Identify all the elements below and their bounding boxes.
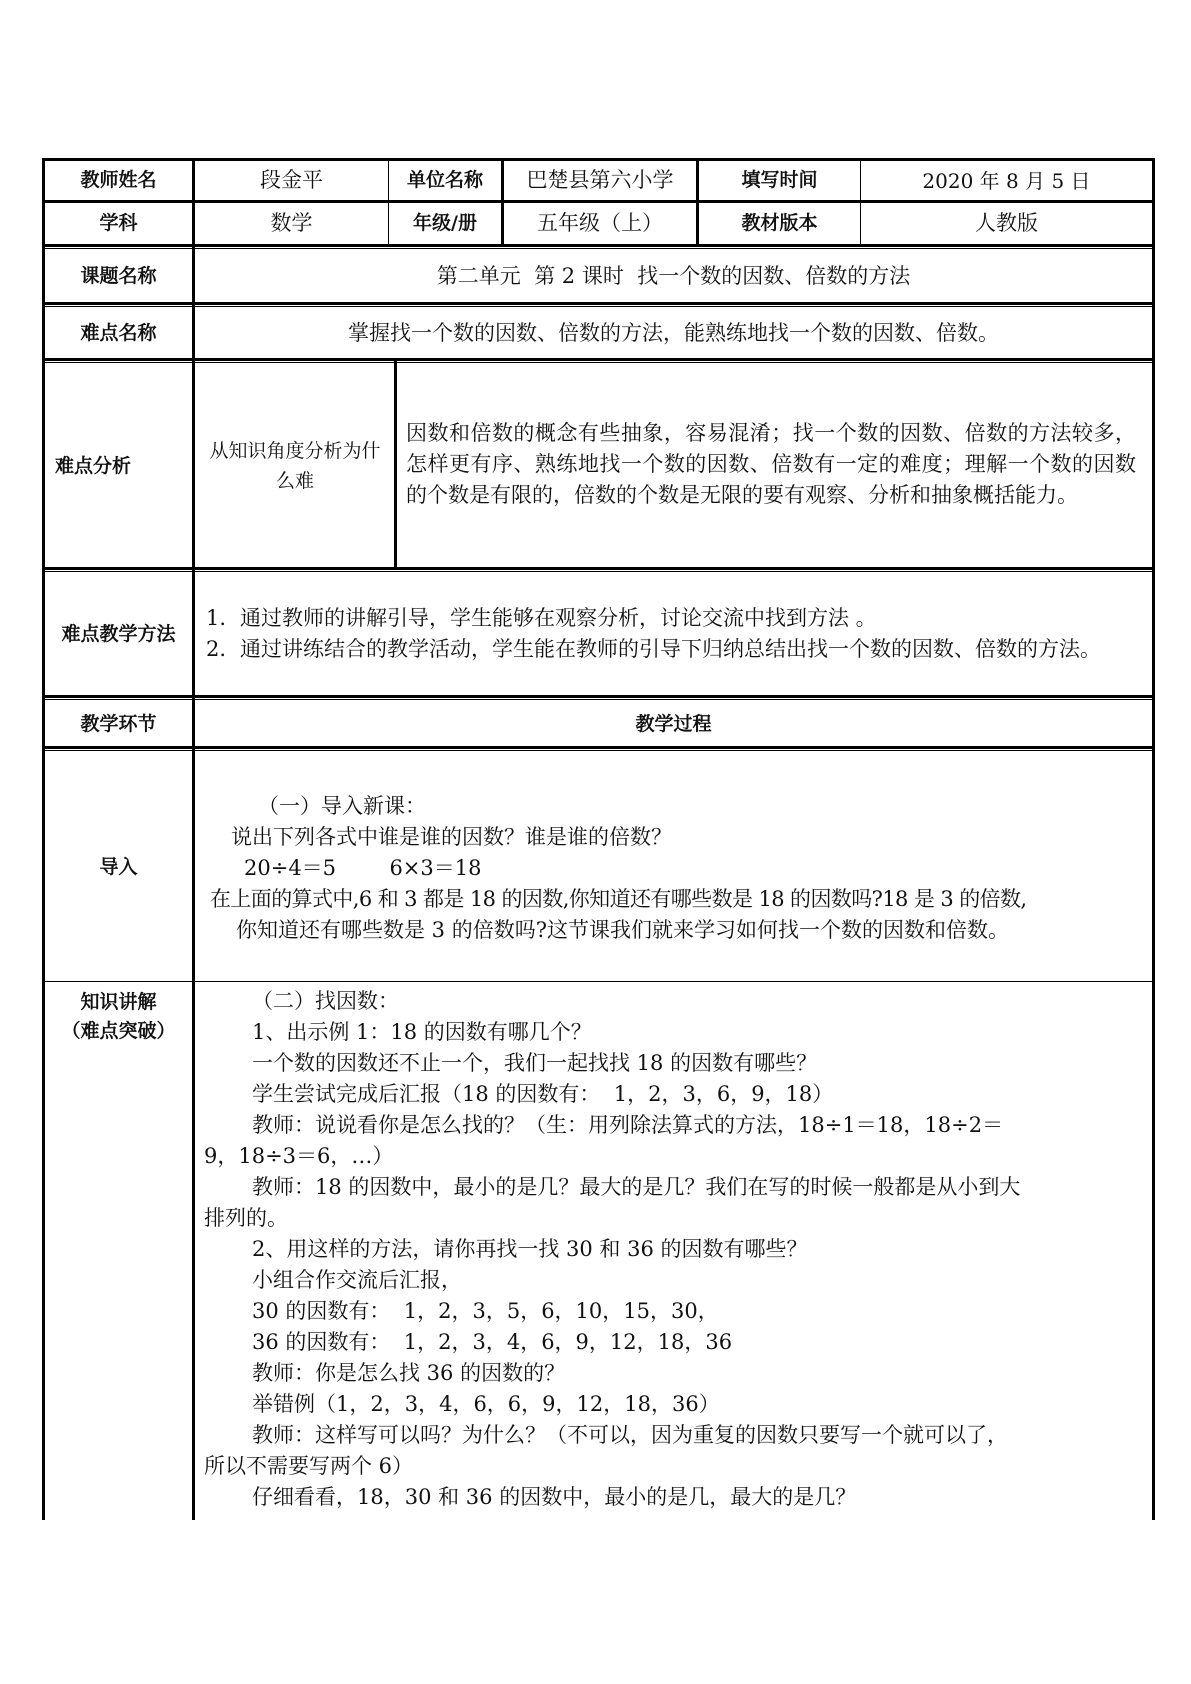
unit-label: 单位名称	[406, 169, 483, 192]
analysis-sub-divider	[394, 358, 397, 569]
row-divider-double	[42, 306, 1155, 307]
analysis-sub-label	[205, 365, 385, 567]
knowledge-line: 小组合作交流后汇报，	[252, 1268, 462, 1292]
edition-value: 人教版	[975, 210, 1038, 235]
subject-label: 学科	[99, 212, 138, 235]
knowledge-line: 仔细看看，18，30 和 36 的因数中，最小的是几，最大的是几？	[252, 1485, 857, 1509]
date-label: 填写时间	[741, 169, 818, 192]
knowledge-line: 教师：18 的因数中，最小的是几？最大的是几？我们在写的时候一般都是从小到大	[252, 1175, 1021, 1199]
grade-label: 年级/册	[413, 212, 477, 235]
grade-value: 五年级（上）	[537, 210, 663, 235]
row-divider	[42, 981, 1155, 982]
knowledge-line: 举错例（1，2，3，4，6，6，9，12，18，36）	[252, 1392, 720, 1416]
method-item-2-num: 2.	[206, 637, 227, 661]
intro-line: 你知道还有哪些数是 3 的倍数吗?这节课我们就来学习如何找一个数的因数和倍数。	[236, 918, 1009, 942]
row-divider	[42, 695, 1155, 698]
intro-line: 说出下列各式中谁是谁的因数？谁是谁的倍数？	[231, 825, 672, 849]
teacher-label: 教师姓名	[80, 169, 157, 192]
row-divider	[42, 746, 1155, 749]
knowledge-line: 学生尝试完成后汇报（18 的因数有： 1，2，3，6，9，18）	[252, 1082, 834, 1106]
knowledge-label-line2: （难点突破）	[61, 1019, 176, 1042]
knowledge-line: 排列的。	[204, 1206, 288, 1230]
method-item-1-num: 1.	[206, 606, 227, 630]
knowledge-line: 9，18÷3＝6，…）	[204, 1144, 394, 1168]
knowledge-line: 所以不需要写两个 6）	[204, 1454, 414, 1478]
row-divider-double	[42, 571, 1155, 572]
intro-label: 导入	[99, 855, 138, 878]
knowledge-line: （二）找因数：	[252, 989, 399, 1013]
row-divider-double	[42, 248, 1155, 249]
analysis-text: 因数和倍数的概念有些抽象，容易混淆；找一个数的因数、倍数的方法较多，怎样更有序、熟练地找一个数的因数、倍数有一定的难度；理解一个数的因数的个数是有限的，倍数的个数是无限的要有观察、分析和抽象概括能力。	[406, 421, 1136, 507]
difficulty-label: 难点名称	[80, 322, 157, 345]
process-header: 教学过程	[635, 712, 712, 735]
row-divider	[42, 358, 1155, 361]
knowledge-label-line1: 知识讲解	[80, 990, 157, 1013]
row-divider-double	[42, 750, 1155, 751]
row-divider	[42, 302, 1155, 305]
method-label: 难点教学方法	[61, 623, 176, 646]
method-item-2-text: 通过讲练结合的教学活动，学生能在教师的引导下归纳总结出找一个数的因数、倍数的方法。	[240, 637, 1101, 661]
knowledge-line: 1、出示例 1：18 的因数有哪几个？	[252, 1020, 592, 1044]
knowledge-line: 36 的因数有： 1，2，3，4，6，9，12，18，36	[252, 1330, 733, 1354]
knowledge-line: 2、用这样的方法，请你再找一找 30 和 36 的因数有哪些？	[252, 1237, 808, 1261]
knowledge-line: 教师：你是怎么找 36 的因数的？	[252, 1361, 566, 1385]
stage-header: 教学环节	[80, 712, 157, 735]
subject-value: 数学	[270, 210, 313, 235]
unit-name: 巴楚县第六小学	[526, 167, 674, 192]
difficulty-value: 掌握找一个数的因数、倍数的方法，能熟练地找一个数的因数、倍数。	[348, 320, 999, 345]
knowledge-line: 教师：说说看你是怎么找的？（生：用列除法算式的方法，18÷1＝18，18÷2＝	[252, 1113, 1004, 1137]
date-value: 2020 年 8 月 5 日	[922, 168, 1091, 193]
intro-line: 在上面的算式中,6 和 3 都是 18 的因数,你知道还有哪些数是 18 的因数吗?18 是 3 的倍数,	[210, 887, 1027, 911]
knowledge-line: 30 的因数有： 1，2，3，5，6，10，15，30，	[252, 1299, 719, 1323]
analysis-sub-label-text: 从知识角度分析为什么难	[209, 440, 381, 492]
row-divider-double	[42, 699, 1155, 700]
knowledge-line: 教师：这样写可以吗？为什么？（不可以，因为重复的因数只要写一个就可以了，	[252, 1423, 1008, 1447]
row-divider	[42, 244, 1155, 247]
intro-line: 20÷4＝5 6×3＝18	[244, 856, 482, 880]
method-item-1-text: 通过教师的讲解引导，学生能够在观察分析，讨论交流中找到方法 。	[240, 606, 877, 630]
row-divider	[42, 567, 1155, 570]
topic-value: 第二单元 第 2 课时 找一个数的因数、倍数的方法	[436, 263, 911, 288]
teacher-name: 段金平	[260, 167, 323, 192]
edition-label: 教材版本	[741, 212, 818, 235]
knowledge-line: 一个数的因数还不止一个，我们一起找找 18 的因数有哪些？	[252, 1051, 818, 1075]
topic-label: 课题名称	[80, 265, 157, 288]
row-divider-double	[42, 362, 1155, 363]
intro-line: （一）导入新课：	[258, 794, 426, 818]
analysis-label: 难点分析	[55, 454, 132, 477]
